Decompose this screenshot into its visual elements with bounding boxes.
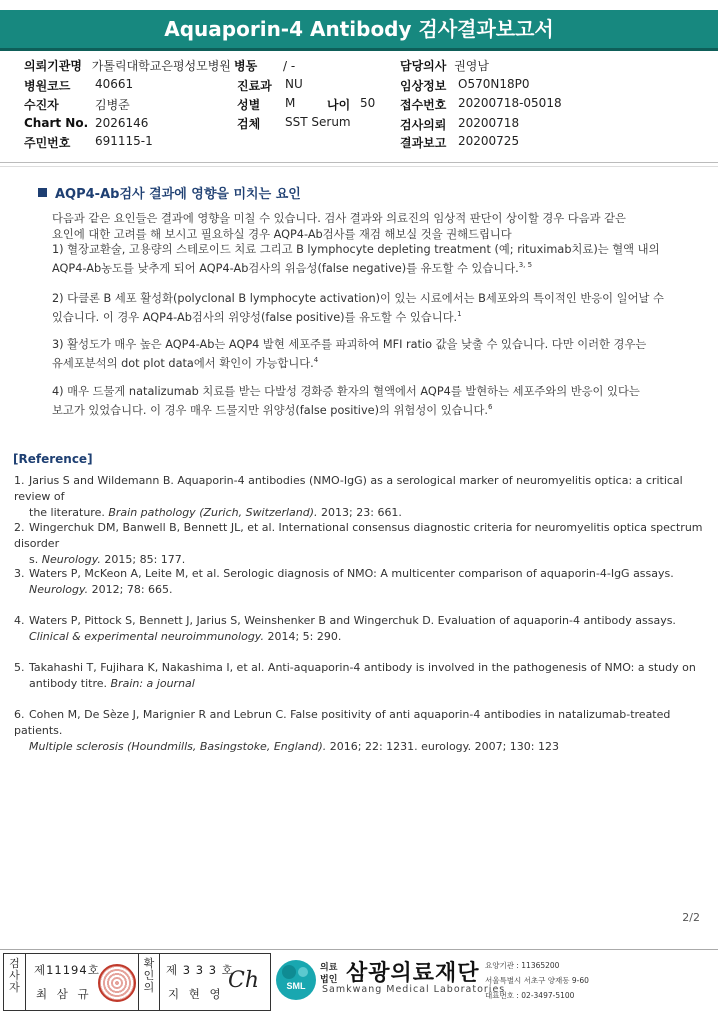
p3-line-2 — [52, 353, 682, 371]
reference-text: Wingerchuk DM, Banwell B, Bennett JL, et al. International consensus diagnostic criteria for neuromyelitis optica spectrum disorder — [14, 521, 703, 550]
institution-field — [24, 57, 231, 74]
receipt-label: 접수번호 — [400, 98, 447, 112]
reference-text-post: 2016; 22: 1231. eurology. 2007; 130: 123 — [326, 740, 559, 753]
reference-number: 6. — [14, 708, 25, 721]
reference-item — [14, 520, 709, 568]
reference-text-post: 2014; 5: 290. — [263, 630, 342, 643]
reference-text: Waters P, McKeon A, Leite M, et al. Serologic diagnosis of NMO: A multicenter comparison of aquaporin-4-IgG assays. — [29, 567, 674, 580]
reference-line-1 — [14, 520, 709, 552]
reference-text: Waters P, Pittock S, Bennett J, Jarius S, Weinshenker B and Wingerchuk D. Evaluation of aquaporin-4 antibody assays. — [29, 614, 676, 627]
reference-journal: Brain: a journal — [110, 677, 195, 690]
org-code: 요양기관 : 11365200 — [485, 961, 560, 970]
reference-item — [14, 707, 709, 755]
page-number: 2/2 — [682, 911, 700, 924]
request-value: 20200718 — [458, 116, 520, 130]
sex-value: M — [285, 96, 296, 110]
p1-superscript: 3, 5 — [518, 260, 533, 269]
reference-journal: Clinical & experimental neuroimmunology. — [29, 630, 264, 643]
sml-logo-text: SML — [286, 981, 306, 991]
confirm-label — [138, 954, 160, 1010]
reference-line-1 — [14, 566, 709, 582]
institution-value: 가톨릭대학교은평성모병원 — [91, 59, 231, 73]
p1-line-1: 1) 혈장교환술, 고용량의 스테로이드 치료 그리고 B lymphocyte depleting treatment (예; rituximab치료)는 혈액 내의 — [52, 243, 660, 256]
sex-label: 성별 — [237, 98, 261, 112]
receipt-field — [400, 96, 446, 113]
p4-line-1: 4) 매우 드물게 natalizumab 치료를 받는 다발성 경화증 환자의 혈액에서 AQP4를 발현하는 세포주와의 반응이 있다는 — [52, 385, 640, 398]
reference-number: 4. — [14, 614, 25, 627]
sml-logo-icon — [274, 958, 318, 1002]
dept-label: 진료과 — [237, 79, 272, 93]
doctor-value: 권영남 — [454, 59, 489, 73]
reference-number: 5. — [14, 661, 25, 674]
confirm-license: 제 3 3 3 호 — [166, 963, 234, 977]
specimen-label: 검체 — [237, 117, 261, 131]
reference-journal: Multiple sclerosis (Houndmills, Basingstoke, England). — [29, 740, 327, 753]
age-label: 나이 — [327, 98, 351, 112]
rrn-value: 691115-1 — [95, 134, 153, 148]
hospital-code-label: 병원코드 — [24, 79, 71, 93]
org-english-name: Samkwang Medical Laboratories — [322, 984, 506, 995]
dept-field — [237, 77, 272, 94]
rrn-field — [24, 134, 70, 151]
reference-item — [14, 613, 709, 645]
org-type — [320, 962, 337, 986]
p4-line-2-text: 보고가 있었습니다. 이 경우 매우 드물지만 위양성(false positive)의 위험성이 있습니다. — [52, 403, 488, 417]
reference-journal: Neurology. — [41, 553, 101, 566]
p2-superscript: 1 — [457, 309, 462, 318]
clinical-info-label: 임상정보 — [400, 79, 447, 93]
reference-text-pre: s. — [29, 553, 42, 566]
chart-value: 2026146 — [95, 116, 149, 130]
reference-line-1 — [14, 473, 709, 505]
hospital-code-value: 40661 — [95, 77, 134, 91]
report-date-value: 20200725 — [458, 134, 520, 148]
patient-label: 수진자 — [24, 98, 59, 112]
tester-label-text: 검사자 — [9, 957, 20, 994]
request-label: 검사의뢰 — [400, 118, 447, 132]
hospital-code-field — [24, 77, 70, 94]
org-name: 삼광의료재단 — [346, 961, 480, 986]
dept-value: NU — [285, 77, 303, 91]
doctor-label: 담당의사 — [400, 59, 447, 73]
tester-name: 최 삼 규 — [36, 987, 92, 1001]
reference-journal: Brain pathology (Zurich, Switzerland). — [108, 506, 318, 519]
intro-line-2: 요인에 대한 고려를 해 보시고 필요하실 경우 AQP4-Ab검사를 재검 해보실 것을 권해드립니다 — [52, 227, 512, 241]
paragraph-2 — [52, 291, 682, 325]
patient-value: 김병준 — [95, 98, 130, 112]
org-type-line-1: 의료 — [320, 963, 338, 973]
p4-line-2 — [52, 400, 682, 418]
p2-line-1: 2) 다클론 B 세포 활성화(polyclonal B lymphocyte activation)이 있는 시료에서는 B세포와의 특이적인 반응이 일어날 수 — [52, 292, 664, 305]
square-bullet-icon — [38, 188, 47, 197]
specimen-field — [237, 115, 260, 132]
reference-text-pre: the literature. — [29, 506, 109, 519]
clinical-info-value: O570N18P0 — [458, 77, 530, 91]
ward-value: / - — [283, 59, 296, 73]
chart-field — [24, 116, 88, 130]
signature: Ch — [228, 968, 260, 993]
header-divider-shadow — [0, 166, 718, 167]
reference-text: Cohen M, De Sèze J, Marignier R and Lebrun C. False positivity of anti aquaporin-4 antibodies in natalizumab-treated patients. — [14, 708, 671, 737]
reference-line-2 — [14, 676, 709, 692]
ward-label: 병동 — [234, 59, 258, 73]
reference-text-post: 2015; 85: 177. — [100, 553, 186, 566]
rrn-label: 주민번호 — [24, 136, 71, 150]
reference-line-2 — [14, 739, 709, 755]
reference-line-1 — [14, 660, 709, 676]
tester-license: 제11194호 — [34, 963, 100, 977]
footer-divider — [0, 949, 718, 950]
tester-label — [4, 954, 26, 1010]
p1-line-2 — [52, 258, 682, 276]
doctor-field — [400, 57, 489, 74]
reference-number: 1. — [14, 474, 25, 487]
p3-line-2-text: 유세포분석의 dot plot data에서 확인이 가능합니다. — [52, 356, 314, 370]
report-date-field — [400, 134, 446, 151]
signature-box — [3, 953, 271, 1011]
paragraph-4 — [52, 384, 682, 418]
section-title — [38, 183, 301, 202]
intro-line-1: 다음과 같은 요인들은 결과에 영향을 미칠 수 있습니다. 검사 결과와 의료진의 임상적 판단이 상이할 경우 다음과 같은 — [52, 212, 626, 225]
seal-stamp-icon — [98, 964, 136, 1002]
reference-text-post: 2013; 23: 661. — [317, 506, 402, 519]
org-address: 서울특별시 서초구 양재동 9-60 — [485, 976, 589, 985]
patient-field — [24, 96, 59, 113]
reference-line-2 — [14, 505, 709, 521]
confirm-label-text: 확인의 — [143, 957, 155, 994]
reference-item — [14, 473, 709, 521]
reference-line-2 — [14, 582, 709, 598]
reference-text-pre: antibody titre. — [29, 677, 111, 690]
org-type-line-2: 법인 — [320, 975, 338, 985]
intro-paragraph — [52, 211, 682, 276]
reference-journal: Neurology. — [29, 583, 89, 596]
org-phone: 대표번호 : 02-3497-5100 — [485, 991, 575, 1000]
p4-superscript: 6 — [487, 402, 493, 411]
receipt-value: 20200718-05018 — [458, 96, 562, 110]
reference-line-1 — [14, 707, 709, 739]
report-date-label: 결과보고 — [400, 136, 447, 150]
reference-text: Jarius S and Wildemann B. Aquaporin-4 antibodies (NMO-IgG) as a serological marker of neuromyelitis optica: a critical review of — [14, 474, 683, 503]
p2-line-2-text: 있습니다. 이 경우 AQP4-Ab검사의 위양성(false positive)를 유도할 수 있습니다. — [52, 310, 458, 324]
p3-superscript: 4 — [313, 355, 319, 364]
p1-line-2-text: AQP4-Ab농도를 낮추게 되어 AQP4-Ab검사의 위음성(false negative)를 유도할 수 있습니다. — [52, 261, 519, 275]
sex-field — [237, 96, 260, 113]
reference-number: 3. — [14, 567, 25, 580]
paragraph-3 — [52, 337, 682, 371]
age-field — [327, 96, 350, 113]
reference-item — [14, 566, 709, 598]
clinical-info-field — [400, 77, 446, 94]
header-divider — [0, 162, 718, 163]
age-value: 50 — [360, 96, 376, 110]
institution-label: 의뢰기관명 — [24, 59, 82, 73]
specimen-value: SST Serum — [285, 115, 351, 129]
p3-line-1: 3) 활성도가 매우 높은 AQP4-Ab는 AQP4 발현 세포주를 파괴하여 MFI ratio 값을 낮출 수 있습니다. 다만 이러한 경우는 — [52, 338, 647, 351]
reference-line-1 — [14, 613, 709, 629]
section-title-text: AQP4-Ab검사 결과에 영향을 미치는 요인 — [55, 187, 301, 202]
reference-title: [Reference] — [13, 452, 93, 466]
reference-text-post: 2012; 78: 665. — [88, 583, 173, 596]
reference-text: Takahashi T, Fujihara K, Nakashima I, et al. Anti-aquaporin-4 antibody is involved in the pathogenesis of NMO: a study on — [29, 661, 696, 674]
report-title: Aquaporin-4 Antibody 검사결과보고서 — [0, 10, 718, 51]
ward-field — [234, 57, 295, 74]
confirm-name: 지 현 영 — [168, 987, 224, 1001]
request-field — [400, 116, 446, 133]
reference-item — [14, 660, 709, 692]
p2-line-2 — [52, 307, 682, 325]
reference-line-2 — [14, 629, 709, 645]
chart-label: Chart No. — [24, 116, 89, 130]
reference-number: 2. — [14, 521, 25, 534]
